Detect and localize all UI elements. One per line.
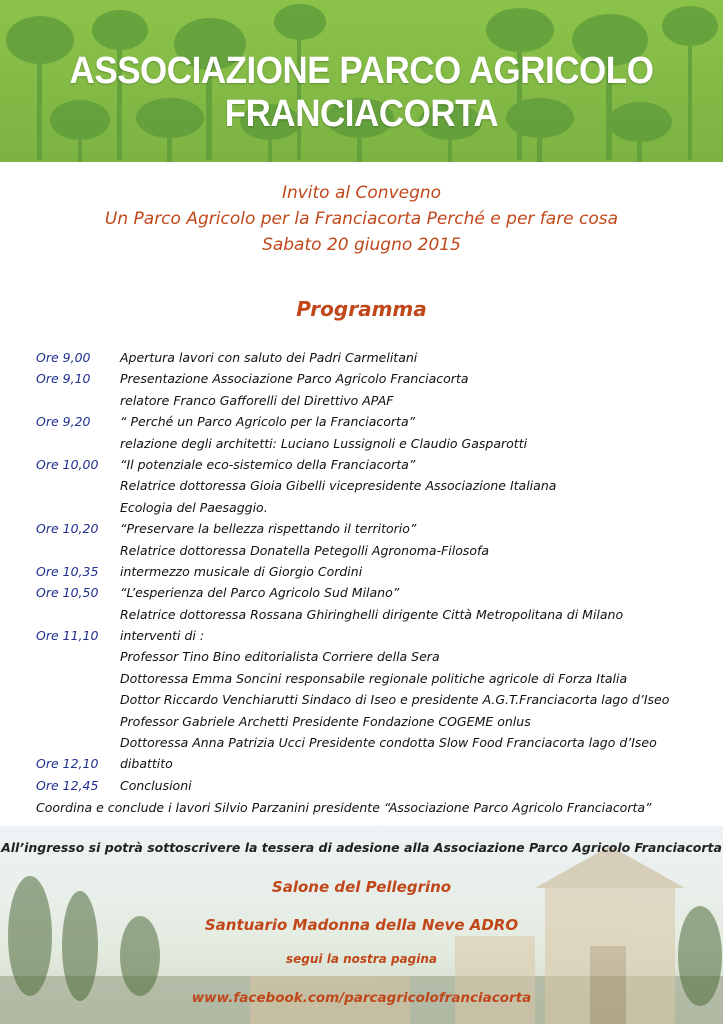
schedule-row: [36, 540, 716, 561]
schedule-time: Ore 10,00: [36, 456, 99, 472]
schedule-row: [36, 711, 716, 732]
schedule-row: [36, 561, 716, 582]
schedule-description: Dottoressa Anna Patrizia Ucci Presidente condotta Slow Food Franciacorta lago d’Iseo: [120, 735, 657, 751]
schedule-description: Relatrice dottoressa Rossana Ghiringhelli dirigente Città Metropolitana di Milano: [120, 606, 624, 622]
schedule-row: [36, 625, 716, 646]
schedule-time: Ore 11,10: [36, 628, 99, 644]
schedule-list: [36, 347, 716, 796]
schedule-row: [36, 497, 716, 518]
schedule-row: [36, 753, 716, 774]
schedule-description: Professor Gabriele Archetti Presidente Fondazione COGEME onlus: [120, 713, 531, 729]
schedule-description: “Preservare la bellezza rispettando il territorio”: [120, 521, 417, 537]
venue-location: Santuario Madonna della Neve ADRO: [204, 916, 519, 934]
schedule-row: [36, 433, 716, 454]
schedule-description: relatore Franco Gafforelli del Direttivo APAF: [120, 392, 394, 408]
schedule-row: [36, 368, 716, 389]
schedule-description: “ Perché un Parco Agricolo per la Franciacorta”: [120, 414, 416, 430]
schedule-time: Ore 10,50: [36, 585, 99, 601]
schedule-description: relazione degli architetti: Luciano Lussignoli e Claudio Gasparotti: [120, 435, 528, 451]
membership-note: All’ingresso si potrà sottoscrivere la tessera di adesione alla Associazione Parco Agricolo Franciacorta: [1, 840, 722, 855]
schedule-row: [36, 390, 716, 411]
schedule-description: Conclusioni: [120, 777, 192, 793]
schedule-row: [36, 775, 716, 796]
schedule-description: intermezzo musicale di Giorgio Cordini: [120, 563, 363, 579]
schedule-row: [36, 475, 716, 496]
venue-name: Salone del Pellegrino: [271, 878, 452, 896]
schedule-row: [36, 732, 716, 753]
schedule-row: [36, 411, 716, 432]
invitation-line: Invito al Convegno: [281, 183, 442, 203]
schedule-description: Dottor Riccardo Venchiarutti Sindaco di Iseo e presidente A.G.T.Franciacorta lago d’Iseo: [120, 692, 670, 708]
schedule-row: [36, 518, 716, 539]
schedule-row: [36, 582, 716, 603]
facebook-link[interactable]: www.facebook.com/parcagricolofranciacorta: [191, 990, 532, 1006]
schedule-description: Relatrice dottoressa Gioia Gibelli vicepresidente Associazione Italiana: [120, 478, 557, 494]
schedule-description: Ecologia del Paesaggio.: [120, 499, 268, 515]
schedule-time: Ore 10,35: [36, 563, 99, 579]
schedule-row: [36, 646, 716, 667]
schedule-description: Presentazione Associazione Parco Agricolo Franciacorta: [120, 371, 469, 387]
header-banner: [0, 0, 723, 162]
schedule-row: [36, 668, 716, 689]
conference-title: Un Parco Agricolo per la Franciacorta Perché e per fare cosa: [104, 209, 619, 229]
schedule-time: Ore 9,00: [36, 350, 91, 365]
schedule-description: interventi di :: [120, 628, 205, 644]
schedule-time: Ore 12,45: [36, 777, 99, 793]
invitation-block: [0, 180, 723, 258]
schedule-description: “Il potenziale eco-sistemico della Franciacorta”: [120, 456, 416, 472]
schedule-time: Ore 12,10: [36, 756, 99, 772]
schedule-row: [36, 454, 716, 475]
schedule-description: Relatrice dottoressa Donatella Petegolli Agronoma-Filosofa: [120, 542, 490, 558]
schedule-description: Dottoressa Emma Soncini responsabile regionale politiche agricole di Forza Italia: [120, 670, 628, 686]
footer-banner: [0, 826, 723, 1024]
schedule-description: “L’esperienza del Parco Agricolo Sud Milano”: [120, 585, 400, 601]
schedule-row: [36, 604, 716, 625]
schedule-time: Ore 9,10: [36, 371, 91, 387]
programme-heading: Programma: [296, 297, 427, 321]
schedule-row: [36, 347, 716, 368]
closing-line: Coordina e conclude i lavori Silvio Parzanini presidente “Associazione Parco Agricolo Franciacorta”: [36, 800, 652, 815]
conference-date: Sabato 20 giugno 2015: [262, 235, 461, 255]
schedule-description: Apertura lavori con saluto dei Padri Carmelitani: [120, 350, 418, 365]
schedule-time: Ore 9,20: [36, 414, 91, 430]
association-title: ASSOCIAZIONE PARCO AGRICOLO FRANCIACORTA: [69, 50, 654, 135]
schedule-time: Ore 10,20: [36, 521, 99, 537]
follow-note: segui la nostra pagina: [286, 952, 437, 966]
schedule-row: [36, 689, 716, 710]
schedule-description: dibattito: [120, 756, 173, 772]
schedule-description: Professor Tino Bino editorialista Corriere della Sera: [120, 649, 440, 665]
